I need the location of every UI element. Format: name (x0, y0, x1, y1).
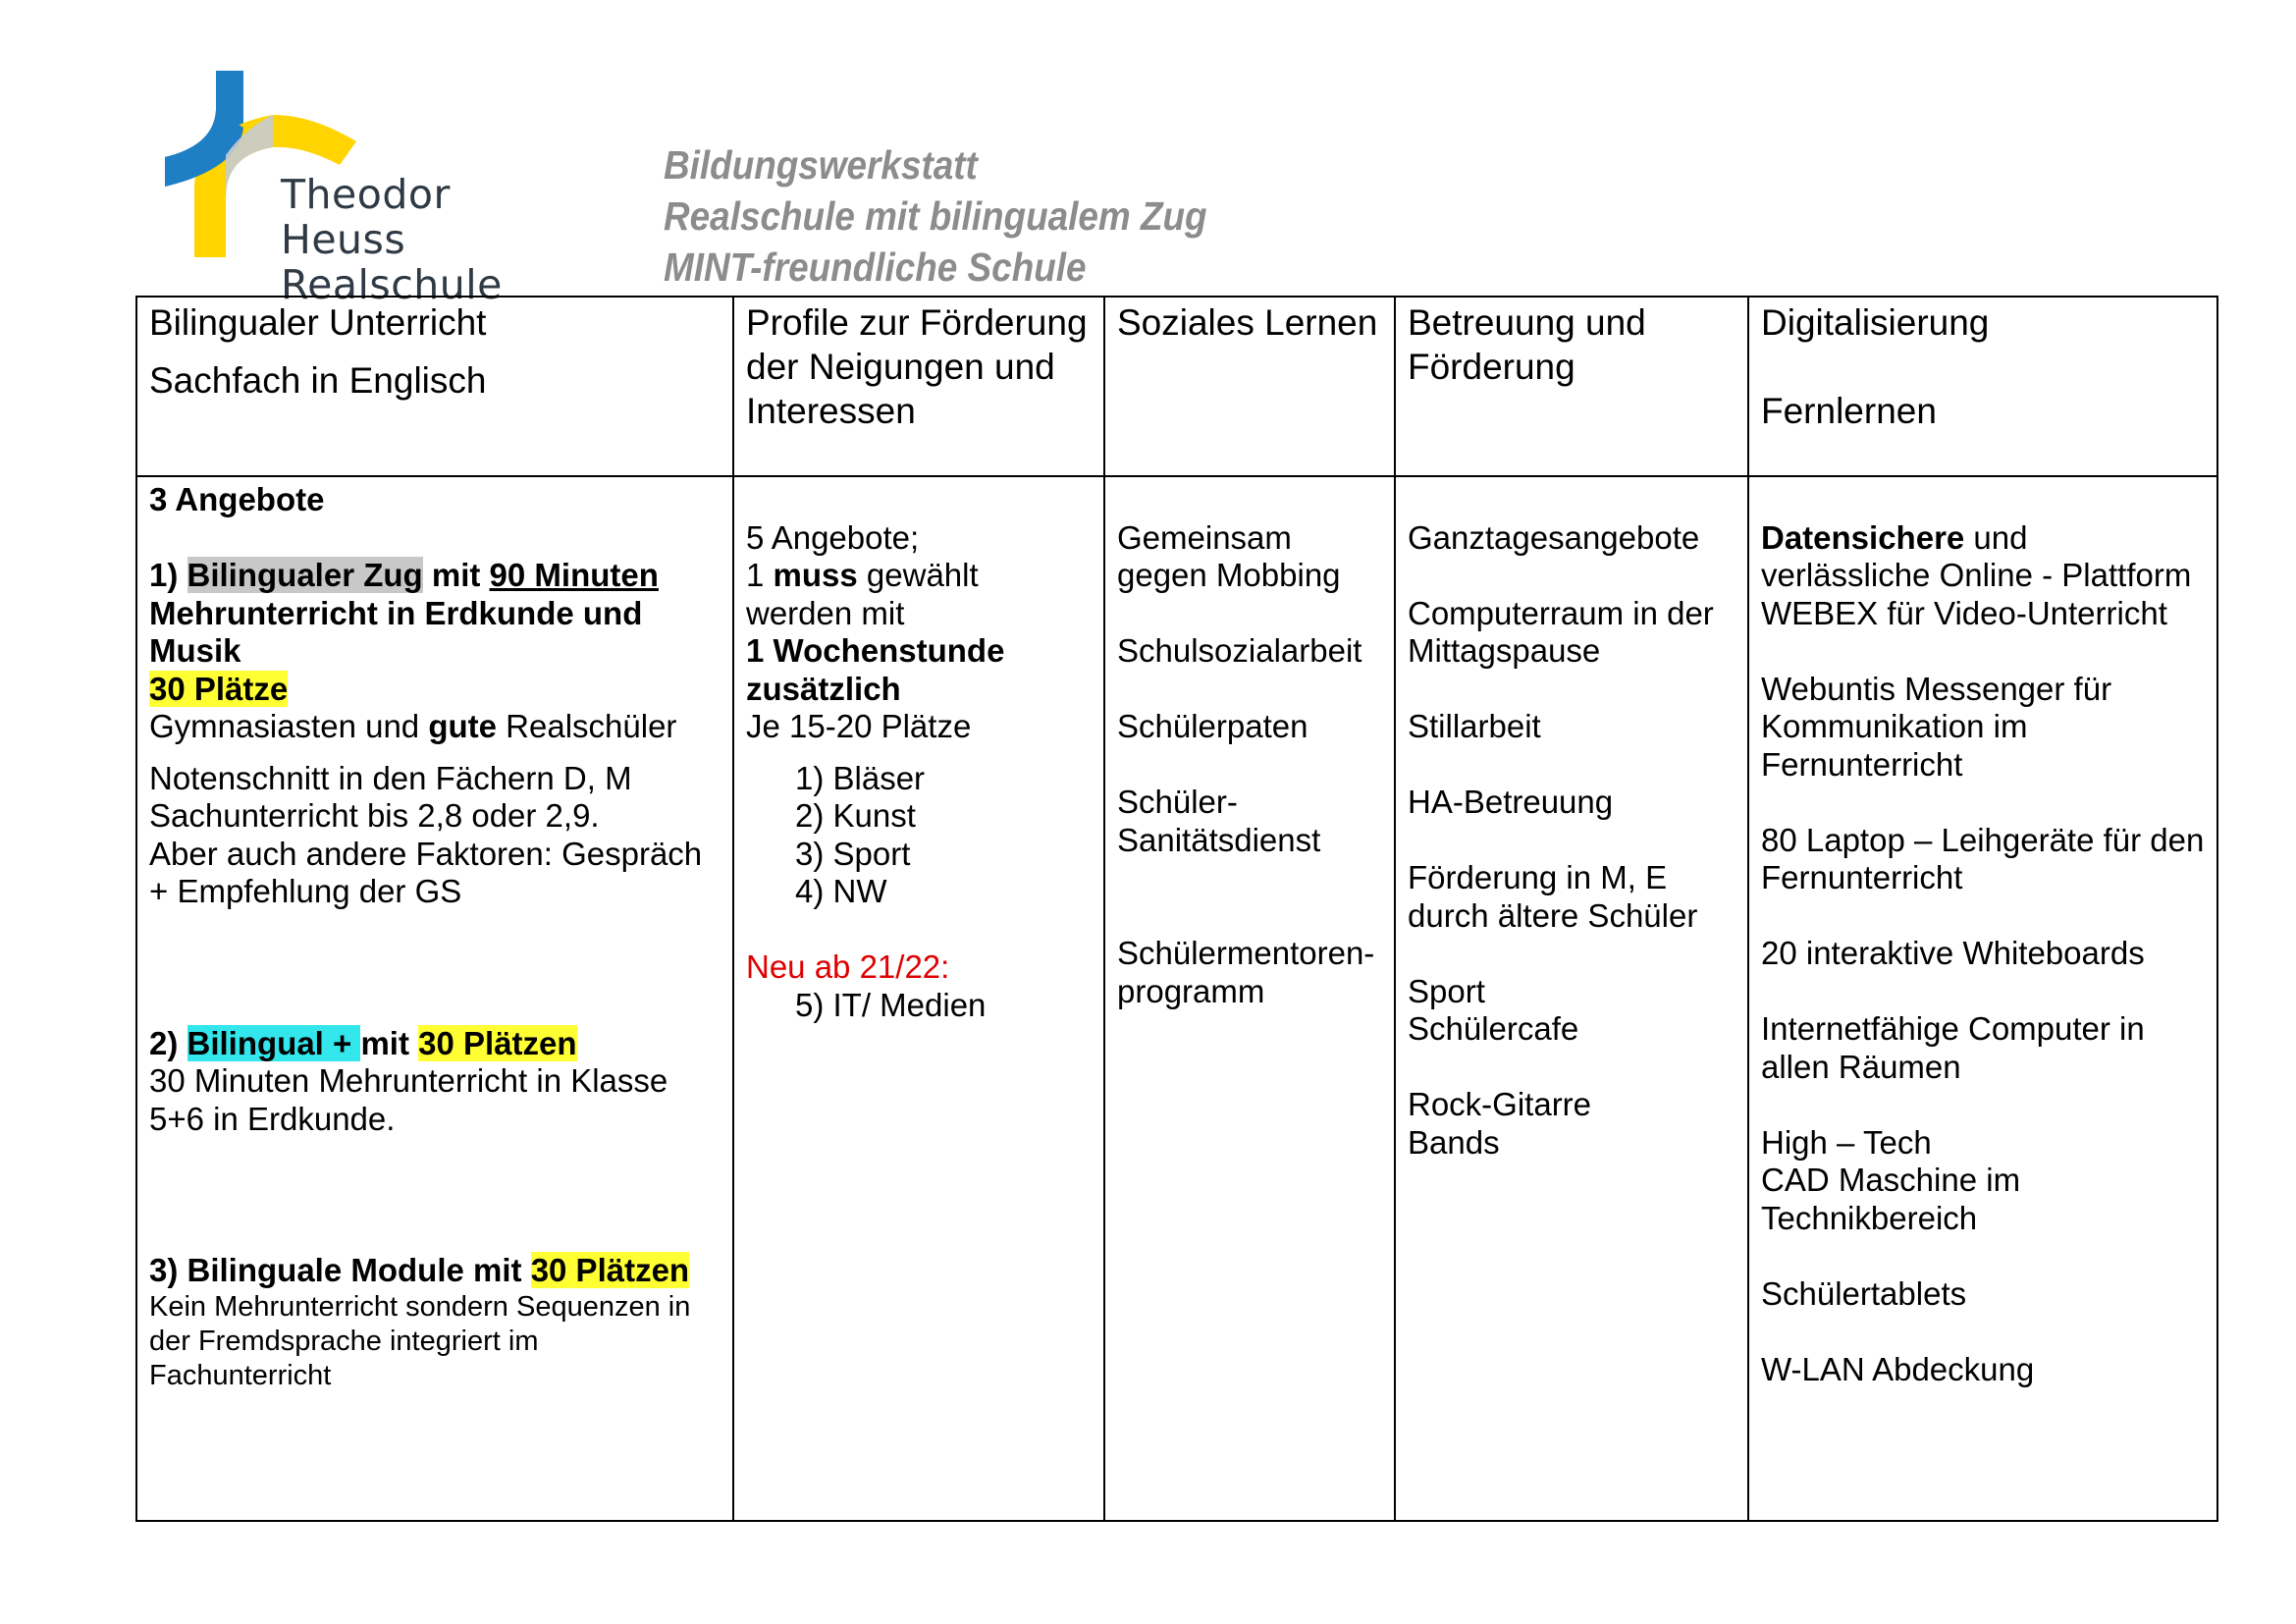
digital-item: W-LAN Abdeckung (1761, 1350, 2035, 1387)
profile-item: 2) Kunst (795, 797, 916, 834)
profile-new-note: Neu ab 21/22: (746, 948, 950, 985)
cell-profile (733, 476, 1104, 1521)
digital-item: 20 interaktive Whiteboards (1761, 935, 2145, 971)
digital-item: High – Tech (1761, 1123, 1932, 1161)
header-social: Soziales Lernen (1104, 297, 1395, 476)
care-item: Bands (1408, 1123, 1500, 1161)
header-bilingual (136, 297, 733, 476)
social-item: Gemeinsam gegen Mobbing (1117, 518, 1341, 593)
profile-item: 3) Sport (795, 835, 911, 872)
care-item: Förderung in M, E durch ältere Schüler (1408, 859, 1698, 934)
social-item: Schülerpaten (1117, 708, 1308, 744)
care-item: HA-Betreuung (1408, 784, 1614, 820)
profile-count: 5 Angebote; (746, 518, 920, 556)
profile-item: 1) Bläser (795, 759, 926, 796)
profile-seats: Je 15-20 Plätze (746, 708, 972, 744)
offer-1-grades: Notenschnitt in den Fächern D, M Sachunterricht bis 2,8 oder 2,9. (149, 759, 632, 834)
social-item: Schulsozialarbeit (1117, 632, 1362, 669)
social-item: Schüler-Sanitätsdienst (1117, 784, 1321, 858)
header-digital-line-2: Fernlernen (1761, 391, 1937, 431)
digital-item: Datensichere und verlässliche Online - Plattform WEBEX für Video-Unterricht (1761, 518, 2192, 631)
offers-table (135, 296, 2218, 1522)
care-item: Schülercafe (1408, 1010, 1579, 1047)
school-logo (165, 71, 577, 308)
profile-choice: 1 muss gewählt werden mit (746, 557, 979, 631)
header-care: Betreuung und Förderung (1395, 297, 1748, 476)
offer-2-text: 30 Minuten Mehrunterricht in Klasse 5+6 in Erdkunde. (149, 1062, 668, 1137)
profile-hours: 1 Wochenstunde zusätzlich (746, 632, 1005, 707)
digital-item: Internetfähige Computer in allen Räumen (1761, 1010, 2145, 1085)
header-digital (1748, 297, 2217, 476)
logo-text (281, 172, 577, 307)
offer-2-heading: 2) Bilingual + mit 30 Plätzen (149, 1024, 577, 1061)
offers-count: 3 Angebote (149, 481, 325, 517)
content-row (136, 476, 2217, 1521)
school-tagline (664, 139, 1207, 293)
header-bilingual-line-1: Bilingualer Unterricht (149, 302, 487, 343)
tagline-line-2: Realschule mit bilingualem Zug (664, 193, 1207, 239)
header-bilingual-line-2: Sachfach in Englisch (149, 360, 487, 401)
care-item: Computerraum in der Mittagspause (1408, 594, 1714, 669)
offer-1-heading: 1) Bilingualer Zug mit 90 Minuten (149, 557, 659, 593)
header-digital-line-1: Digitalisierung (1761, 302, 1990, 343)
profile-item: 4) NW (795, 873, 887, 909)
tagline-line-1: Bildungswerkstatt (664, 142, 978, 188)
care-item: Sport (1408, 972, 1485, 1009)
cell-social (1104, 476, 1395, 1521)
header-profile: Profile zur Förderung der Neigungen und Interessen (733, 297, 1104, 476)
cell-care (1395, 476, 1748, 1521)
social-item: Schülermentoren-programm (1117, 935, 1375, 1009)
care-item: Rock-Gitarre (1408, 1086, 1592, 1122)
digital-item: Webuntis Messenger für Kommunikation im Fernunterricht (1761, 670, 2112, 783)
offer-3-text: Kein Mehrunterricht sondern Sequenzen in der Fremdsprache integriert im Fachunterricht (149, 1290, 691, 1391)
digital-item: 80 Laptop – Leihgeräte für den Fernunterricht (1761, 821, 2205, 895)
care-item: Ganztagesangebote (1408, 518, 1700, 556)
header-row (136, 297, 2217, 476)
digital-item: Schülertablets (1761, 1274, 1967, 1312)
offer-1-target: Gymnasiasten und gute Realschüler (149, 708, 677, 744)
offer-1-subject: Mehrunterricht in Erdkunde und Musik (149, 594, 643, 669)
cell-bilingual (136, 476, 733, 1521)
logo-line-2: Realschule (281, 261, 503, 308)
offer-1-factors: Aber auch andere Faktoren: Gespräch + Empfehlung der GS (149, 835, 703, 909)
cell-digital (1748, 476, 2217, 1521)
digital-item: CAD Maschine im Technikbereich (1761, 1162, 2021, 1236)
profile-item-new: 5) IT/ Medien (795, 986, 987, 1023)
care-item: Stillarbeit (1408, 708, 1541, 744)
tagline-line-3: MINT-freundliche Schule (664, 244, 1087, 290)
offer-1-seats: 30 Plätze (149, 670, 289, 707)
offer-3-heading: 3) Bilinguale Module mit 30 Plätzen (149, 1252, 690, 1288)
logo-line-1: Theodor Heuss (281, 171, 451, 263)
